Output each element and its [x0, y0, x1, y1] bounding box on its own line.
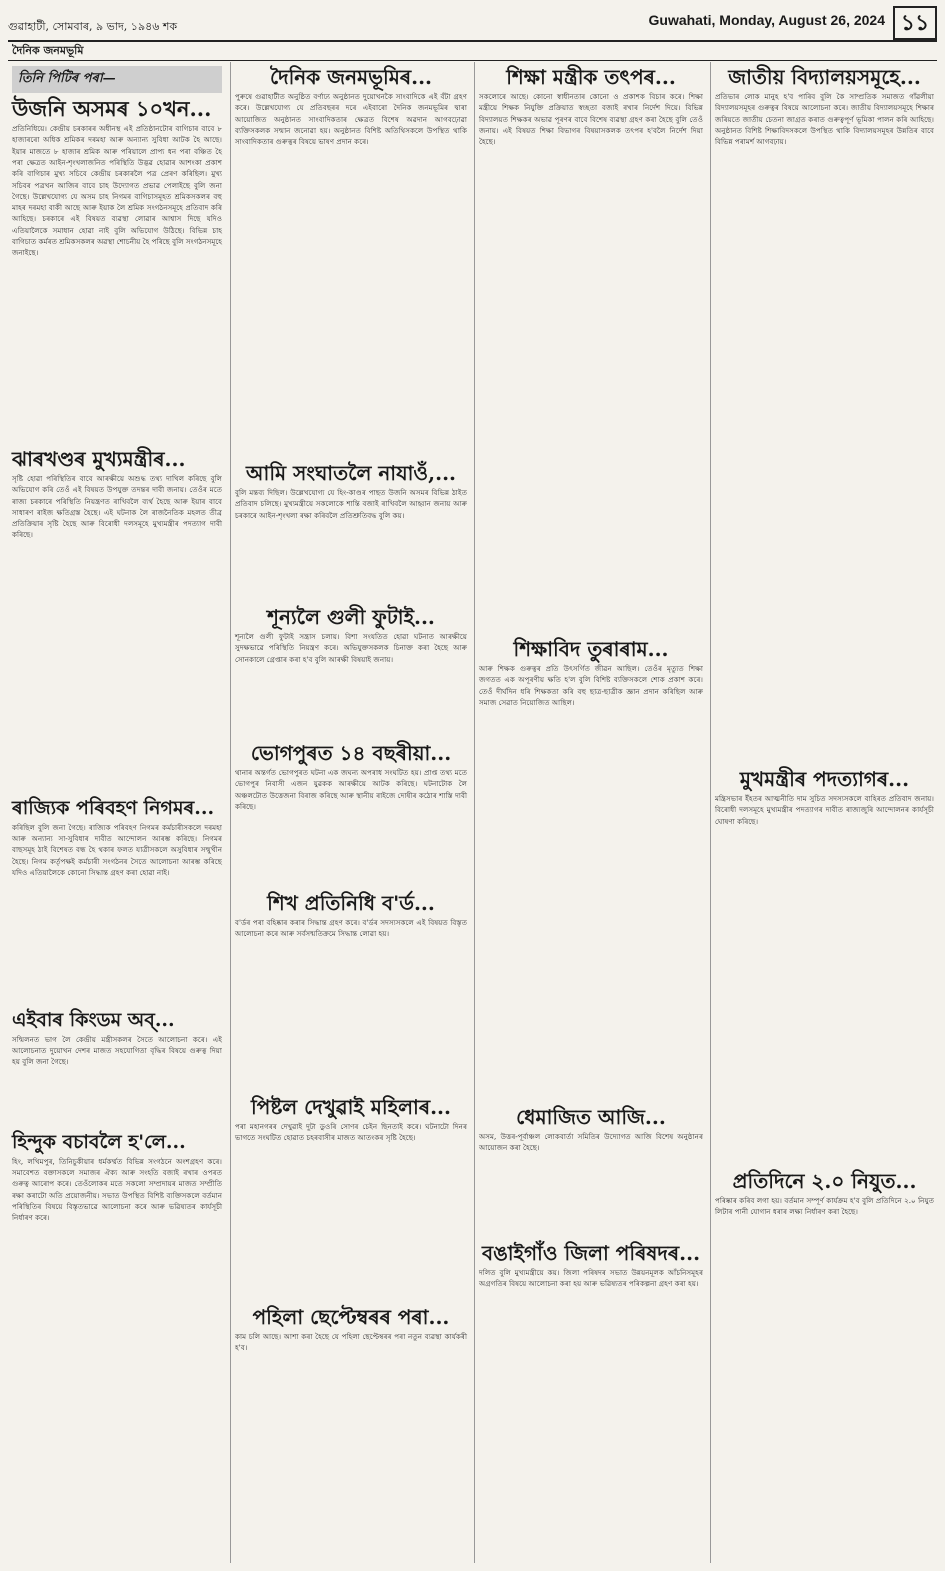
- article-c4-1: [715, 66, 934, 756]
- headline: জাতীয় বিদ্যালয়সমূহে...: [728, 65, 921, 89]
- headline: ঝাৰখণ্ডৰ মুখ্যমন্ত্ৰীৰ...: [12, 447, 186, 471]
- article-body: বুলি মন্তব্য দিছিল। উল্লেখযোগ্য যে হিং-কাণ্ডৰ পাছত উজনি অসমৰ বিভিন্ন ঠাইত প্ৰতিবাদ চলিছে। মুখ্যমন্ত্ৰীয়ে সকলোকে শান্তি বজাই ৰাখিবলৈ আহ্বান জনায় আৰু চৰকাৰে আইন-শৃংখলা ৰক্ষা কৰিবলৈ প্ৰতিশ্ৰুতিবদ্ধ বুলি কয়।: [235, 488, 467, 520]
- article-c2-3: [235, 606, 467, 740]
- article-c3-1: [479, 66, 703, 626]
- headline: পিষ্টল দেখুৱাই মহিলাৰ...: [251, 1095, 451, 1119]
- headline: শূন্যলৈ গুলী ফুটাই...: [267, 605, 435, 629]
- article-c3-2: [479, 638, 703, 1138]
- headline: শিক্ষাবিদ তুৰাৰাম...: [513, 637, 669, 661]
- article-body: হিং, লখিমপুৰ, তিনিচুকীয়াৰ ধৰ্মকৰ্ম্মত বিভিন্ন সংগঠনে অংশগ্ৰহণ কৰে। সমাবেশত বক্তাসকলে সমাজৰ ঐক্য আৰু সংহতি বজাই ৰখাৰ ওপৰত গুৰুত্ব আৰোপ কৰে। তেওঁলোকৰ মতে সকলো সম্প্ৰদায়ৰ মাজত সম্প্ৰীতি ৰক্ষা কৰাটো অতি প্ৰয়োজনীয়। সভাত উপস্থিত বিশিষ্ট ব্যক্তিসকলে বৰ্তমান পৰিস্থিতিৰ বিষয়ে বিস্তৃতভাৱে আলোচনা কৰে আৰু ভৱিষ্যতৰ কাৰ্যসূচী নিৰ্ধাৰণ কৰে।: [12, 1156, 222, 1223]
- article-c1-2: [12, 448, 222, 798]
- headline: শিখ প্ৰতিনিধি ব'ৰ্ড...: [267, 891, 435, 915]
- article-body: আৰু শিক্ষক গুৰুত্বৰ প্ৰতি উৎসৰ্গিত জীৱন আছিল। তেওঁৰ মৃত্যুত শিক্ষা জগতত এক অপূৰণীয় ক্ষতি হ'ল বুলি বিশিষ্ট ব্যক্তিসকলে শোক প্ৰকাশ কৰে। তেওঁ দীৰ্ঘদিন ধৰি শিক্ষকতা কৰি বহু ছাত্ৰ-ছাত্ৰীক জ্ঞান প্ৰদান কৰিছিল আৰু সমাজ সেৱাত নিয়োজিত আছিল।: [479, 664, 703, 707]
- article-body: প্ৰতিনিধিয়ে। কেন্দ্ৰীয় চৰকাৰৰ অধীনস্থ এই প্ৰতিষ্ঠানটোৰ বাগিচাৰ বাবে ৮ হাজাৰৰো অধিক শ্ৰমিকৰ দৰমহা আৰু অন্যান্য সুবিধা আটক হৈ আছে। ইয়াৰ মাজতে ৮ হাজাৰ শ্ৰমিক আৰু পৰিয়ালে প্ৰাপ্য ধন পৰা বঞ্চিত হৈ পৰা ক্ষেত্ৰত আইন-শৃংখলাজনিত পৰিস্থিতি উদ্ভৱ হোৱাৰ আশংকা প্ৰকাশ কৰি বাগিচাৰ মুখ্য সচিবে কেন্দ্ৰীয় চৰকাৰলৈ পত্ৰ প্ৰেৰণ কৰিছিল। মুখ্য সচিবৰ পত্ৰখন আজিৰ বাবে চাহ উদ্যোগত প্ৰভাৱ পেলাইছে বুলি জনা গৈছে। উল্লেখযোগ্য যে অসম চাহ নিগমৰ বাগিচাসমূহত শ্ৰমিকসকলৰ বহু মাহৰ দৰমহা বাকী আছে আৰু ইয়াক লৈ শ্ৰমিক সংগঠনসমূহে প্ৰতিবাদ কৰি আহিছে। চৰকাৰে এই বিষয়ত ব্যৱস্থা লোৱাৰ আশ্বাস দিছে যদিও এতিয়ালৈকে সমাধান হোৱা নাই বুলি অভিযোগ উঠিছে। বিভিন্ন চাহ বাগিচাত কৰ্মৰত শ্ৰমিকসকলৰ অৱস্থা শোচনীয় হৈ পৰিছে বুলি সংগঠনসমূহে জনাইছে।: [12, 124, 222, 258]
- article-body: সৃষ্টি হোৱা পৰিস্থিতিৰ বাবে আৰক্ষীয়ে অশুদ্ধ তথ্য দাখিল কৰিছে বুলি অভিযোগ কৰি তেওঁ এই বিষয়ত উপযুক্ত তদন্তৰ দাবী জনায়। তেওঁৰ মতে ৰাজ্য চৰকাৰে পৰিস্থিতি নিয়ন্ত্ৰণত ৰাখিবলৈ ব্যৰ্থ হৈছে আৰু ইয়াৰ বাবে সাধাৰণ ৰাইজ ক্ষতিগ্ৰস্ত হৈছে। এই ঘটনাক লৈ ৰাজনৈতিক মহলত তীব্ৰ প্ৰতিক্ৰিয়াৰ সৃষ্টি হৈছে আৰু বিৰোধী দলসমূহে মুখ্যমন্ত্ৰীৰ পদত্যাগ দাবী কৰিছে।: [12, 474, 222, 540]
- headline: ধেমাজিত আজি...: [516, 1105, 666, 1129]
- article-body: পৰিষ্কাৰ কৰিব লগা হয়। বৰ্তমান সম্পূৰ্ণ কাৰ্যক্ৰম হ'ব বুলি প্ৰতিদিনে ২.০ নিযুত লিটাৰ পানী যোগান ধৰাৰ লক্ষ্য নিৰ্ধাৰণ কৰা হৈছে।: [715, 1196, 934, 1217]
- article-body: দলিত বুলি মুখ্যমন্ত্ৰীয়ে কয়। জিলা পৰিষদৰ সভাত উন্নয়নমূলক আঁচনিসমূহৰ অগ্ৰগতিৰ বিষয়ে আলোচনা কৰা হয় আৰু ভৱিষ্যতৰ পৰিকল্পনা গ্ৰহণ কৰা হয়।: [479, 1268, 703, 1289]
- headline: ভোগপুৰত ১৪ বছৰীয়া...: [250, 741, 452, 765]
- top-bar: [8, 6, 937, 40]
- headline: এইবাৰ কিংডম অব্...: [12, 1009, 175, 1031]
- article-body: প্ৰতিভাৰ লোক মানুহ হ'ব পাৰিব বুলি কৈ সাম্প্ৰতিক সমাজত গাঁৱলীয়া বিদ্যালয়সমূহৰ গুৰুত্বৰ বিষয়ে আলোচনা কৰে। জাতীয় বিদ্যালয়সমূহে শিক্ষাৰ জৰিয়তে জাতীয় চেতনা জাগ্ৰত কৰাত গুৰুত্বপূৰ্ণ ভূমিকা পালন কৰি আহিছে। অনুষ্ঠানত বিশিষ্ট শিক্ষাবিদসকলে উপস্থিত থাকি বিদ্যালয়সমূহৰ উন্নতিৰ বাবে বিভিন্ন পৰামৰ্শ আগবঢ়ায়।: [715, 92, 934, 147]
- article-c4-2: [715, 768, 934, 1168]
- column-4: [710, 62, 938, 1563]
- page-number: ১১: [893, 6, 937, 40]
- article-body: ব'ৰ্ডৰ পৰা বহিষ্কাৰ কৰাৰ সিদ্ধান্ত গ্ৰহণ কৰে। ব'ৰ্ডৰ সদস্যসকলে এই বিষয়ত বিস্তৃত আলোচনা কৰে আৰু সৰ্বসন্মতিক্ৰমে সিদ্ধান্ত লোৱা হয়।: [235, 918, 467, 939]
- article-c4-3: [715, 1170, 934, 1560]
- article-c2-6: [235, 1096, 467, 1296]
- headline: মুখমন্ত্ৰীৰ পদত্যাগৰ...: [739, 767, 910, 791]
- article-body: পুৰুষে গুৱাহাটীত অনুষ্ঠিত বৰ্ণাঢ্য অনুষ্ঠানত দুয়োখনকৈ সাংবাদিকে এই বঁটা গ্ৰহণ কৰে। উল্লেখযোগ্য যে প্ৰতিবছৰৰ দৰে এইবাৰো দৈনিক জনমভূমিৰ দ্বাৰা আয়োজিত অনুষ্ঠানত সাংবাদিকতাৰ ক্ষেত্ৰত বিশেষ অৱদান আগবঢ়োৱা ব্যক্তিসকলক সন্মান জনোৱা হয়। অনুষ্ঠানত বিশিষ্ট অতিথিসকলে উপস্থিত থাকি সাংবাদিকতাৰ গুৰুত্বৰ বিষয়ে ভাষণ প্ৰদান কৰে।: [235, 92, 467, 147]
- article-c2-7: [235, 1306, 467, 1566]
- article-body: কৰিছিল বুলি জনা গৈছে। ৰাজ্যিক পৰিবহণ নিগমৰ কৰ্মচাৰীসকলে দৰমহা আৰু অন্যান্য সা-সুবিধাৰ দাবীত আন্দোলন আৰম্ভ কৰিছে। নিগমৰ বাছসমূহ ঠাই বিশেষত বন্ধ হৈ থকাৰ ফলত যাত্ৰীসকলে অসুবিধাৰ সন্মুখীন হৈছে। নিগম কৰ্তৃপক্ষই কৰ্মচাৰী সংগঠনৰ সৈতে আলোচনা আৰম্ভ কৰিছে যদিও এতিয়ালৈকে কোনো সিদ্ধান্ত গ্ৰহণ কৰা হোৱা নাই।: [12, 822, 222, 878]
- masthead: দৈনিক জনমভূমি: [8, 40, 937, 61]
- article-body: শূন্যলৈ গুলী ফুটাই সন্ত্ৰাস চলায়। বিশা সংযতিত হোৱা ঘটনাত আৰক্ষীয়ে সুদক্ষভাৱে পৰিস্থিতি নিয়ন্ত্ৰণ কৰে। অভিযুক্তসকলক চিনাক্ত কৰা হৈছে আৰু সোনকালে গ্ৰেপ্তাৰ কৰা হ'ব বুলি আৰক্ষী বিষয়াই জনায়।: [235, 632, 467, 664]
- article-body: পৰা মহানগৰৰ দেখুৱাই দুটা ডুওৰি সোণৰ চেইন ছিনতাই কৰে। ঘটনাটো দিনৰ ভাগতে সংঘটিত হোৱাত চহৰবাসীৰ মাজত আতংকৰ সৃষ্টি হৈছে।: [235, 1122, 467, 1143]
- article-body: সকলোৰে আছে। কোনো স্বাধীনতাৰ কোনো ও প্ৰকাশক বিচাৰ কৰে। শিক্ষা মন্ত্ৰীয়ে শিক্ষক নিযুক্তি প্ৰক্ৰিয়াত স্বচ্ছতা বজাই ৰখাৰ নিৰ্দেশ দিয়ে। বিভিন্ন বিদ্যালয়ত শিক্ষকৰ অভাৱ পূৰণৰ বাবে বিশেষ ব্যৱস্থা গ্ৰহণ কৰা হৈছে বুলি তেওঁ জনায়। এই বিষয়ত শিক্ষা বিভাগৰ বিষয়াসকলক তৎপৰ হ'বলৈ নিৰ্দেশ দিয়া হৈছে।: [479, 92, 703, 147]
- headline: হিন্দুক বচাবলৈ হ'লে...: [12, 1131, 186, 1153]
- article-body: সন্মিলনত ভাগ লৈ কেন্দ্ৰীয় মন্ত্ৰীসকলৰ সৈতে আলোচনা কৰে। এই আলোচনাত দুয়োখন দেশৰ মাজত সহযোগিতা বৃদ্ধিৰ বিষয়ে গুৰুত্ব দিয়া হয় বুলি জনা গৈছে।: [12, 1034, 222, 1067]
- article-body: মন্ত্ৰিসভাৰ ইঁহতৰ আত্মনীতি দাম সুচিত সদস্যসকলে বাহিৰত প্ৰতিবাদ জনায়। বিৰোধী দলসমূহে মুখ্যমন্ত্ৰীৰ পদত্যাগৰ দাবীত ৰাজ্যজুৰি আন্দোলনৰ কাৰ্যসূচী ঘোষণা কৰিছে।: [715, 794, 934, 826]
- article-c2-2: [235, 462, 467, 602]
- headline: প্ৰতিদিনে ২.০ নিযুত...: [732, 1169, 917, 1193]
- article-body: থানাৰ অন্তৰ্গত ভোগপুৰত ঘটনা এক জঘন্য অপৰাধ সংঘটিত হয়। প্ৰাপ্ত তথ্য মতে ভোগপুৰ নিবাসী এজন যুৱকক আৰক্ষীয়ে আটক কৰিছে। ঘটনাটোক লৈ অঞ্চলটোত উত্তেজনা বিৰাজ কৰিছে আৰু স্থানীয় ৰাইজে দোষীৰ কঠোৰ শাস্তি দাবী কৰিছে।: [235, 768, 467, 811]
- article-c2-5: [235, 892, 467, 1092]
- date-assamese: গুৱাহাটী, সোমবাৰ, ৯ ভাদ, ১৯৪৬ শক: [8, 20, 178, 33]
- article-c1-5: [12, 1132, 222, 1562]
- article-c2-4: [235, 742, 467, 892]
- article-c1-1: [12, 66, 222, 258]
- headline: উজনি অসমৰ ১০খন...: [12, 96, 212, 121]
- headline: বঙাইগাঁও জিলা পৰিষদৰ...: [481, 1241, 701, 1265]
- article-c3-4: [479, 1242, 703, 1562]
- article-c2-1: [235, 66, 467, 452]
- column-3: [474, 62, 707, 1563]
- headline: পহিলা ছেপ্টেম্বৰৰ পৰা...: [252, 1305, 450, 1329]
- headline: শিক্ষা মন্ত্ৰীক তৎপৰ...: [506, 65, 676, 89]
- article-c1-4: [12, 1010, 222, 1130]
- column-1: [8, 62, 226, 1563]
- column-2: [230, 62, 471, 1563]
- series-label: তিনি পিটিৰ পৰা—: [12, 66, 222, 93]
- headline: আমি সংঘাতলৈ নাযাওঁ,...: [246, 461, 456, 485]
- article-c3-3: [479, 1106, 703, 1246]
- headline: দৈনিক জনমভূমিৰ...: [269, 65, 433, 89]
- article-c1-3: [12, 798, 222, 1010]
- article-body: কাম চলি আছে। আশা কৰা হৈছে যে পহিলা ছেপ্টেম্বৰৰ পৰা নতুন ব্যৱস্থা কাৰ্যকৰী হ'ব।: [235, 1332, 467, 1353]
- article-body: অসম, উত্তৰ-পূৰ্বাঞ্চল লোকবাৰ্তা সমিতিৰ উদ্যোগত আজি বিশেষ অনুষ্ঠানৰ আয়োজন কৰা হৈছে।: [479, 1132, 703, 1153]
- date-english: Guwahati, Monday, August 26, 2024: [648, 12, 885, 28]
- headline: ৰাজ্যিক পৰিবহণ নিগমৰ...: [12, 797, 215, 819]
